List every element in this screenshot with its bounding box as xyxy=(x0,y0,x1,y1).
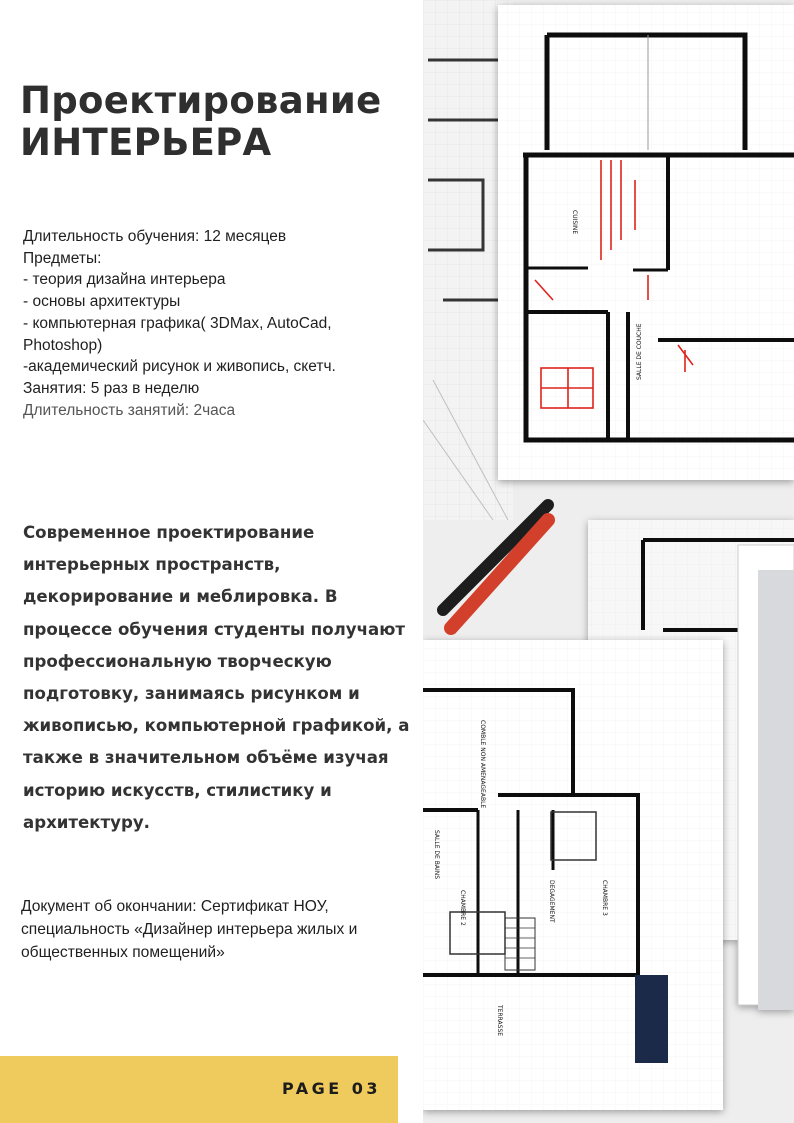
title-line-2: ИНТЕРЬЕРА xyxy=(20,121,272,164)
page-title xyxy=(20,80,382,164)
description-line: живописью, компьютерной графикой, а xyxy=(23,716,410,736)
lesson-length-text: Длительность занятий: 2часа xyxy=(23,401,236,419)
subject-item-continued: Photoshop) xyxy=(23,336,103,354)
plan-sheet-bottom xyxy=(423,640,723,1110)
schedule-text: Занятия: 5 раз в неделю xyxy=(23,379,200,397)
plan-label-combles: COMBLE NON AMENAGEABLE xyxy=(479,720,486,809)
description-line: историю искусств, стилистику и xyxy=(23,780,332,800)
page-number: PAGE 03 xyxy=(281,1079,381,1098)
description-line: архитектуру. xyxy=(23,812,150,832)
description-line: декорирование и меблировка. В xyxy=(23,587,338,607)
subject-item: - теория дизайна интерьера xyxy=(23,271,226,289)
description-line: также в значительном объёме изучая xyxy=(23,748,389,768)
floor-plans-image xyxy=(423,0,794,1123)
plan-sheet-top xyxy=(498,5,794,480)
document-line: общественных помещений» xyxy=(21,944,225,961)
plan-label-salle-de-bains: SALLE DE BAINS xyxy=(433,830,440,880)
document-line: специальность «Дизайнер интерьера жилых и xyxy=(21,921,358,938)
duration-text: Длительность обучения: 12 месяцев xyxy=(23,228,287,245)
plan-label-chambre-2: CHAMBRE 2 xyxy=(459,890,466,926)
description-line: интерьерных пространств, xyxy=(23,555,281,575)
course-description xyxy=(23,517,408,839)
title-line-1: Проектирование xyxy=(20,79,382,122)
plan-label-degagement: DEGAGEMENT xyxy=(548,880,555,923)
plan-label-terrasse: TERRASSE xyxy=(496,1005,503,1037)
course-info xyxy=(23,226,408,421)
plan-label-salle-de-couche: SALLE DE COUCHE xyxy=(636,323,643,380)
description-line: профессиональную творческую xyxy=(23,651,332,671)
description-line: Современное проектирование xyxy=(23,523,315,542)
subject-item: - компьютерная графика( 3DMax, AutoCad, xyxy=(23,314,332,332)
page-footer-bar xyxy=(0,1056,398,1123)
completion-document xyxy=(21,895,406,964)
plan-label-cuisine: CUISINE xyxy=(571,210,578,235)
description-line: процессе обучения студенты получают xyxy=(23,619,405,639)
description-line: подготовку, занимаясь рисунком и xyxy=(23,684,360,704)
plan-label-chambre-3: CHAMBRE 3 xyxy=(601,880,608,916)
subject-item: - основы архитектуры xyxy=(23,293,181,311)
subjects-heading: Предметы: xyxy=(23,249,102,267)
subject-item: -академический рисунок и живопись, скетч. xyxy=(23,358,336,376)
document-line: Документ об окончании: Сертификат НОУ, xyxy=(21,898,329,915)
